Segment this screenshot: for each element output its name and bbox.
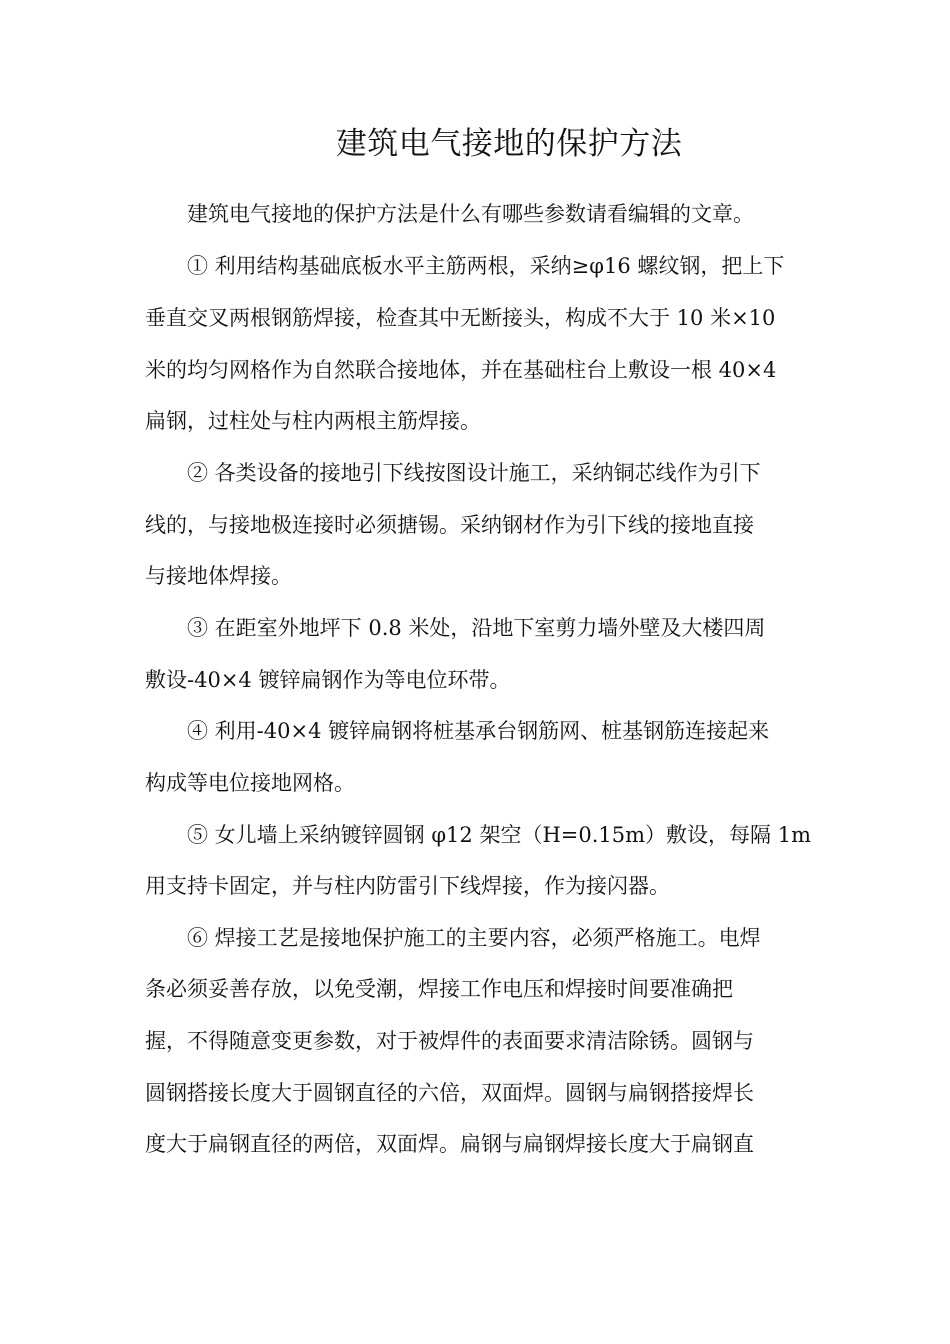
paragraph-6-line-2: 条必须妥善存放，以免受潮，焊接工作电压和焊接时间要准确把 xyxy=(145,977,733,1001)
paragraph-6-line-3: 握，不得随意变更参数，对于被焊件的表面要求清洁除锈。圆钢与 xyxy=(145,1029,754,1053)
paragraph-3-line-2: 敷设-40×4 镀锌扁钢作为等电位环带。 xyxy=(145,668,511,692)
intro-line: 建筑电气接地的保护方法是什么有哪些参数请看编辑的文章。 xyxy=(187,202,754,226)
paragraph-4-line-2: 构成等电位接地网格。 xyxy=(145,771,355,795)
paragraph-6-line-4: 圆钢搭接长度大于圆钢直径的六倍，双面焊。圆钢与扁钢搭接焊长 xyxy=(145,1081,754,1105)
paragraph-4-line-1: ④ 利用-40×4 镀锌扁钢将桩基承台钢筋网、桩基钢筋连接起来 xyxy=(187,719,770,743)
paragraph-2-line-2: 线的，与接地极连接时必须搪锡。采纳钢材作为引下线的接地直接 xyxy=(145,513,754,537)
paragraph-6-line-5: 度大于扁钢直径的两倍，双面焊。扁钢与扁钢焊接长度大于扁钢直 xyxy=(145,1132,754,1156)
paragraph-3-line-1: ③ 在距室外地坪下 0.8 米处，沿地下室剪力墙外壁及大楼四周 xyxy=(187,616,766,640)
paragraph-5-line-2: 用支持卡固定，并与柱内防雷引下线焊接，作为接闪器。 xyxy=(145,874,670,898)
paragraph-1-line-2: 垂直交叉两根钢筋焊接，检查其中无断接头，构成不大于 10 米×10 xyxy=(145,306,776,330)
paragraph-2-line-3: 与接地体焊接。 xyxy=(145,564,292,588)
paragraph-1-line-3: 米的均匀网格作为自然联合接地体，并在基础柱台上敷设一根 40×4 xyxy=(145,358,777,382)
document-title: 建筑电气接地的保护方法 xyxy=(335,126,683,162)
paragraph-2-line-1: ② 各类设备的接地引下线按图设计施工，采纳铜芯线作为引下 xyxy=(187,461,761,485)
paragraph-1-line-4: 扁钢，过柱处与柱内两根主筋焊接。 xyxy=(145,409,481,433)
paragraph-1-line-1: ① 利用结构基础底板水平主筋两根，采纳≥φ16 螺纹钢，把上下 xyxy=(187,254,785,278)
paragraph-6-line-1: ⑥ 焊接工艺是接地保护施工的主要内容，必须严格施工。电焊 xyxy=(187,926,761,950)
paragraph-5-line-1: ⑤ 女儿墙上采纳镀锌圆钢 φ12 架空（H=0.15m）敷设，每隔 1m xyxy=(187,823,811,847)
